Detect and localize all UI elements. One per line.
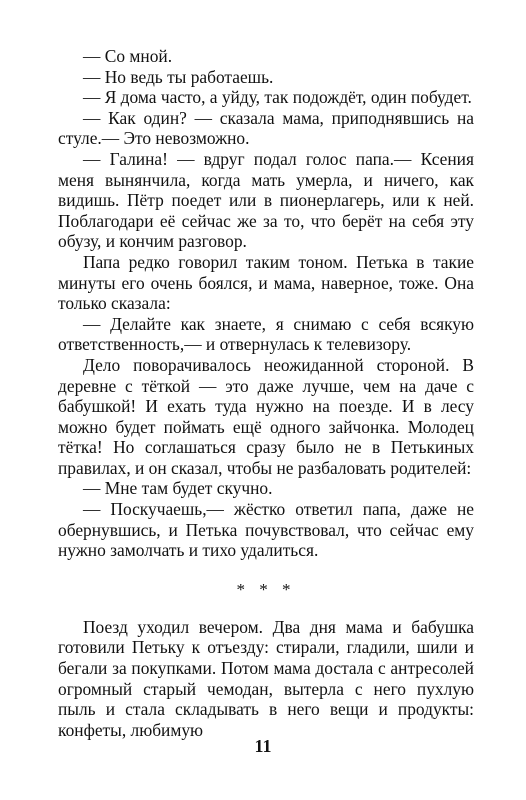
paragraph: — Мне там будет скучно. (83, 478, 273, 499)
page-number: 11 (254, 736, 272, 756)
paragraph: — Галина! — вдруг подал голос папа.— Ксения меня вынянчила, когда мать умерла, и ничего, как видишь. Пётр поедет или в пионерлагерь, или к ней. Поблагодари её сейчас же за то, что берёт на себя эту обузу, и кончим разговор. (58, 148, 474, 252)
section-separator: * * * (236, 579, 296, 599)
paragraph: — Я дома часто, а уйду, так подождёт, один побудет. (83, 87, 472, 108)
paragraph: — Делайте как знаете, я снимаю с себя всякую ответственность,— и отвернулась к телевизору. (58, 313, 474, 355)
paragraph: — Но ведь ты работаешь. (83, 66, 274, 87)
text-block-before-separator (58, 46, 474, 561)
paragraph: — Поскучаешь,— жёстко ответил папа, даже не обернувшись, и Петька почувствовал, что сейчас ему нужно замолчать и тихо удалиться. (58, 499, 474, 561)
book-page (58, 46, 474, 740)
paragraph: Поезд уходил вечером. Два дня мама и бабушка готовили Петьку к отъезду: стирали, гладили, шили и бегали за покупками. Потом мама достала с антресолей огромный старый чемодан, вытерла с него пухлую пыль и стала складывать в него вещи и продукты: конфеты, любимую (58, 616, 474, 740)
paragraph: — Как один? — сказала мама, приподнявшись на стуле.— Это невозможно. (58, 107, 474, 149)
paragraph: — Со мной. (83, 46, 173, 66)
paragraph: Папа редко говорил таким тоном. Петька в такие минуты его очень боялся, и мама, наверное, тоже. Она только сказала: (58, 251, 474, 314)
paragraph: Дело поворачивалось неожиданной стороной. В деревне с тёткой — это даже лучше, чем на даче с бабушкой! И ехать туда нужно на поезде. И в лесу можно будет поймать ещё одного зайчонка. Молодец тётка! Но соглашаться сразу было не в Петькиных правилах, и он сказал, чтобы не разбаловать родителей: (58, 354, 474, 478)
text-block-after-separator (58, 617, 474, 741)
